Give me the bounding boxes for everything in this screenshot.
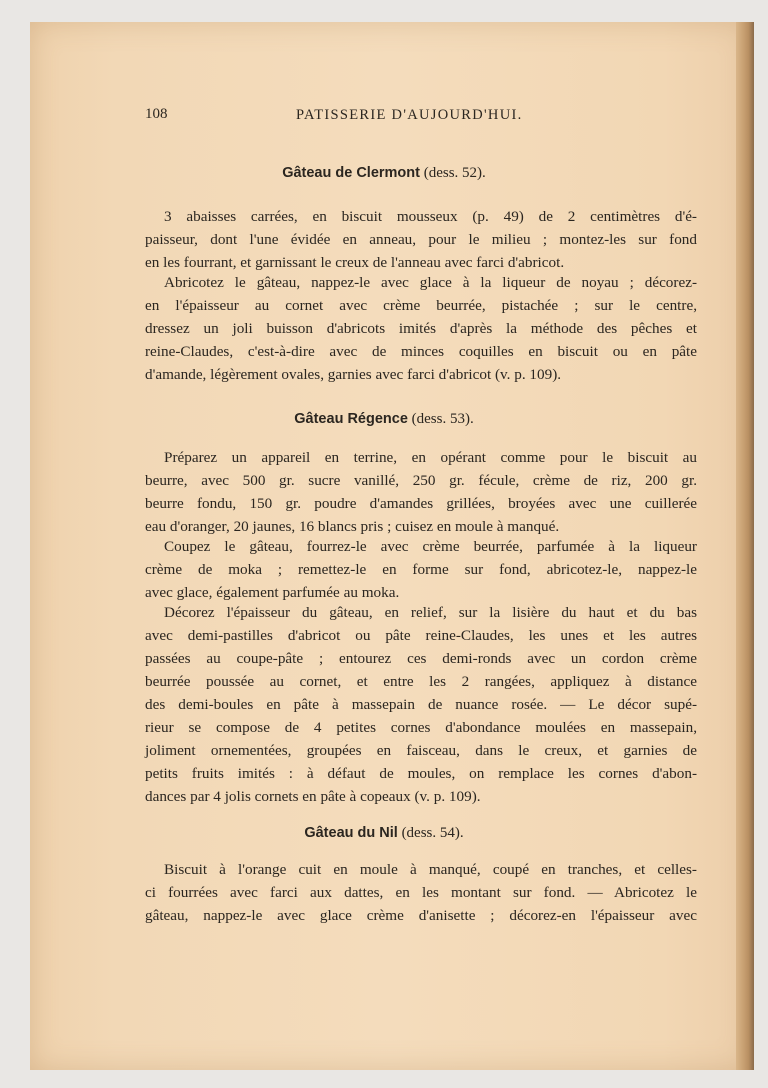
text-line: d'amande, légèrement ovales, garnies avec farci d'abricot (v. p. 109). — [145, 366, 562, 383]
text-line: des demi-boules en pâte à massepain de nuance rosée. — Le décor supé- — [145, 696, 697, 713]
text-line: Abricotez le gâteau, nappez-le avec glace à la liqueur de noyau ; décorez- — [164, 274, 697, 291]
section-title-text: Gâteau de Clermont — [282, 165, 420, 181]
text-line: avec glace, également parfumée au moka. — [145, 584, 400, 601]
text-line: dressez un joli buisson d'abricots imités d'après la méthode des pêches et — [145, 320, 697, 337]
text-line: rieur se compose de 4 petites cornes d'abondance moulées en massepain, — [145, 719, 697, 736]
section-title-regence — [0, 411, 768, 428]
paragraph-nil-1 — [145, 858, 697, 927]
text-line: beurre fondu, 150 gr. poudre d'amandes grillées, broyées avec une cuillerée — [145, 495, 697, 512]
text-line: en les fourrant, et garnissant le creux de l'anneau avec farci d'abricot. — [145, 254, 565, 271]
page-number: 108 — [145, 106, 168, 122]
section-title-text: Gâteau du Nil — [304, 825, 398, 841]
section-figure-ref: (dess. 54). — [401, 825, 464, 841]
text-line: petits fruits imités : à défaut de moules, on remplace les cornes d'abon- — [145, 765, 697, 782]
text-line: reine-Claudes, c'est-à-dire avec de minces coquilles en biscuit ou en pâte — [145, 343, 697, 360]
text-line: crème de moka ; remettez-le en forme sur fond, abricotez-le, nappez-le — [145, 561, 697, 578]
text-line: Coupez le gâteau, fourrez-le avec crème beurrée, parfumée à la liqueur — [164, 538, 697, 555]
section-title-clermont — [0, 165, 768, 182]
section-title-nil — [0, 825, 768, 842]
text-line: beurrée poussée au cornet, et entre les 2 rangées, appliquez à distance — [145, 673, 697, 690]
section-figure-ref: (dess. 52). — [423, 165, 486, 181]
text-line: passées au coupe-pâte ; entourez ces demi-ronds avec un cordon crème — [145, 650, 697, 667]
running-title: PATISSERIE D'AUJOURD'HUI. — [296, 107, 523, 123]
paragraph-regence-2 — [145, 535, 697, 604]
section-title-text: Gâteau Régence — [294, 411, 408, 427]
text-line: Décorez l'épaisseur du gâteau, en relief, sur la lisière du haut et du bas — [164, 604, 697, 621]
paragraph-clermont-1 — [145, 205, 697, 274]
text-line: joliment ornementées, groupées en faisceau, dans le creux, et garnies de — [145, 742, 697, 759]
text-line: Biscuit à l'orange cuit en moule à manqué, coupé en tranches, et celles- — [164, 861, 697, 878]
paragraph-regence-3 — [145, 601, 697, 808]
text-line: Préparez un appareil en terrine, en opérant comme pour le biscuit au — [164, 449, 697, 466]
text-line: avec demi-pastilles d'abricot ou pâte reine-Claudes, les unes et les autres — [145, 627, 697, 644]
text-line: gâteau, nappez-le avec glace crème d'anisette ; décorez-en l'épaisseur avec — [145, 907, 697, 924]
paragraph-regence-1 — [145, 446, 697, 538]
text-line: paisseur, dont l'une évidée en anneau, pour le milieu ; montez-les sur fond — [145, 231, 697, 248]
text-line: en l'épaisseur au cornet avec crème beurrée, pistachée ; sur le centre, — [145, 297, 697, 314]
text-line: ci fourrées avec farci aux dattes, en les montant sur fond. — Abricotez le — [145, 884, 697, 901]
section-figure-ref: (dess. 53). — [411, 411, 474, 427]
paragraph-clermont-2 — [145, 271, 697, 386]
text-line: eau d'oranger, 20 jaunes, 16 blancs pris ; cuisez en moule à manqué. — [145, 518, 560, 535]
text-line: dances par 4 jolis cornets en pâte à copeaux (v. p. 109). — [145, 788, 481, 805]
text-line: beurre, avec 500 gr. sucre vanillé, 250 gr. fécule, crème de riz, 200 gr. — [145, 472, 697, 489]
text-line: 3 abaisses carrées, en biscuit mousseux (p. 49) de 2 centimètres d'é- — [164, 208, 697, 225]
page-header — [145, 106, 557, 130]
